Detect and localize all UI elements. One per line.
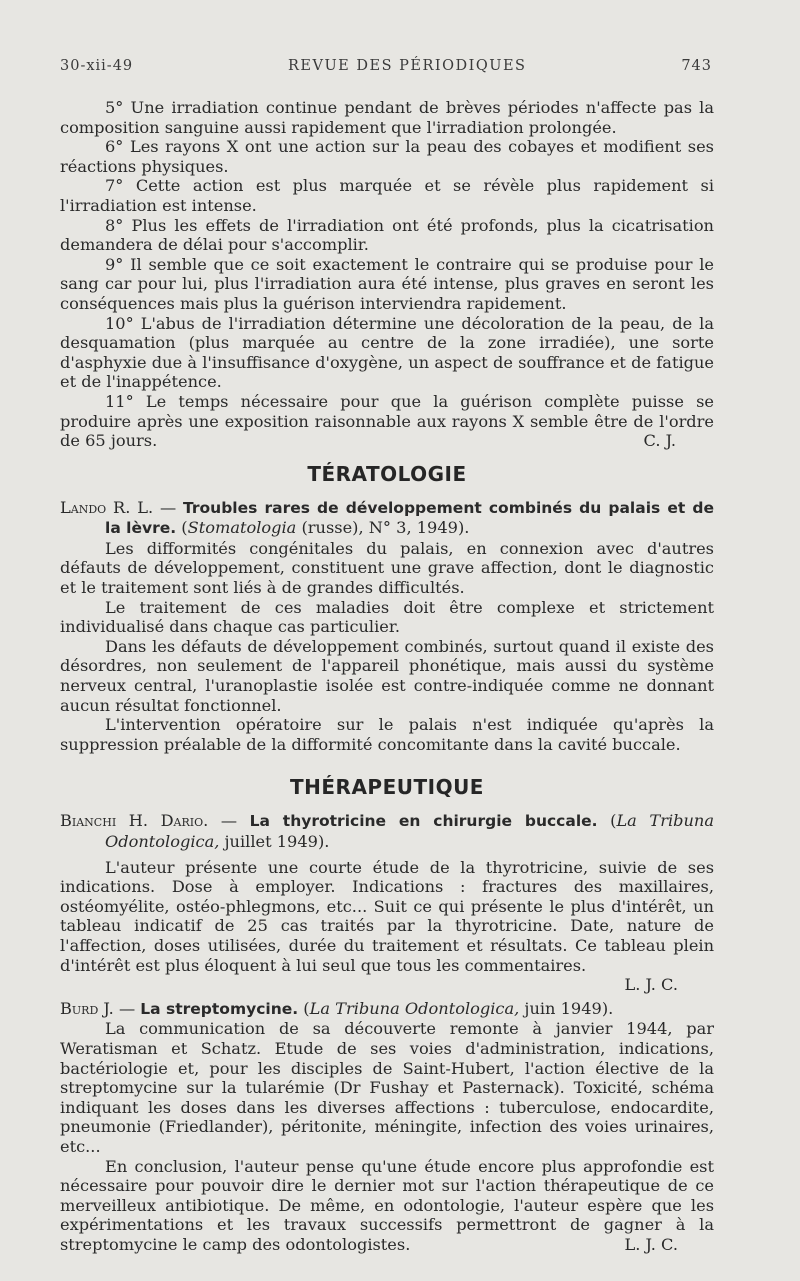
entry-source-open: ( bbox=[298, 998, 310, 1018]
paragraph: 5° Une irradiation continue pendant de brèves périodes n'affecte pas la composition sanguine aussi rapidement que l'irradiation prolongée. bbox=[60, 98, 714, 137]
entry-author: Lando R. L. bbox=[60, 497, 154, 517]
paragraph: L'auteur présente une courte étude de la thyrotricine, suivie de ses indications. Dose à employer. Indications : fractures des maxillaires, ostéomyélite, ostéo-phlegmons, etc... Suit ce qui présente le plus d'intérêt, un tableau indicatif de 25 cas traités par la thyrotricine. Date, nature de l'affection, doses utilisées, durée du traitement et résultats. Ce tableau plein d'intérêt est plus éloquent à lui seul que tous les commentaires. bbox=[60, 857, 714, 975]
entry-source: juin 1949). bbox=[519, 998, 614, 1018]
signature: C. J. bbox=[643, 431, 676, 451]
section-heading: THÉRAPEUTIQUE bbox=[290, 775, 484, 800]
header-title: REVUE DES PÉRIODIQUES bbox=[287, 58, 527, 74]
paragraph-with-signature bbox=[60, 1157, 714, 1255]
paragraph: Le traitement de ces maladies doit être complexe et strictement individualisé dans chaque cas particulier. bbox=[60, 597, 714, 637]
review-entry bbox=[60, 999, 714, 1020]
entry-author: Burd J. bbox=[60, 998, 114, 1018]
entry-source-open: ( bbox=[176, 518, 188, 538]
header-date: 30-xii-49 bbox=[60, 58, 134, 74]
paragraph-text: 11° Le temps nécessaire pour que la guérison complète puisse se produire après une exposition raisonnable aux rayons X semble être de l'ordre de 65 jours. bbox=[60, 391, 714, 451]
paragraph: 8° Plus les effets de l'irradiation ont été profonds, plus la cicatrisation demandera de délai pour s'accomplir. bbox=[60, 215, 714, 255]
entry-title: Troubles rares de développement combinés du palais et de la lèvre. bbox=[105, 498, 714, 538]
entry-title: La streptomycine. bbox=[140, 999, 299, 1018]
signature: L. J. C. bbox=[624, 1234, 678, 1254]
paragraph-with-signature bbox=[60, 392, 714, 451]
paragraph: L'intervention opératoire sur le palais n'est indiquée qu'après la suppression préalable de la difformité concomitante dans la cavité buccale. bbox=[60, 715, 714, 754]
running-header bbox=[60, 58, 714, 74]
entry-source: (russe), N° 3, 1949). bbox=[296, 518, 470, 538]
paragraph: La communication de sa découverte remonte à janvier 1944, par Weratisman et Schatz. Etude de ses voies d'administration, indications, bactériologie et, pour les disciples de Saint-Hubert, l'action élective de la streptomycine sur la tularémie (Dr Fushay et Pasternack). Toxicité, schéma indiquant les doses dans les diverses affections : tuberculose, endocardite, pneumonie (Friedlander), péritonite, méningite, infection des voies urinaires, etc... bbox=[60, 1019, 714, 1156]
paragraph: 6° Les rayons X ont une action sur la peau des cobayes et modifient ses réactions physiques. bbox=[60, 137, 714, 176]
section-heading: TÉRATOLOGIE bbox=[307, 461, 467, 486]
page-number: 743 bbox=[681, 58, 712, 74]
paragraph: 9° Il semble que ce soit exactement le contraire qui se produise pour le sang car pour lui, plus l'irradiation aura été intense, plus graves en seront les conséquences mais plus la guérison interviendra rapidement. bbox=[60, 254, 714, 313]
paragraph: Dans les défauts de développement combinés, surtout quand il existe des désordres, non seulement de l'appareil phonétique, mais aussi du système nerveux central, l'uranoplastie isolée est contre-indiquée comme ne donnant aucun résultat fonctionnel. bbox=[60, 636, 714, 715]
review-entry bbox=[60, 811, 714, 851]
signature: L. J. C. bbox=[624, 975, 678, 995]
paragraph: 7° Cette action est plus marquée et se révèle plus rapidement si l'irradiation est intense. bbox=[60, 176, 714, 215]
review-entry bbox=[60, 498, 714, 539]
entry-source: juillet 1949). bbox=[219, 832, 330, 851]
entry-dash: — bbox=[208, 811, 250, 831]
entry-source-open: ( bbox=[597, 811, 617, 831]
paragraph: 10° L'abus de l'irradiation détermine une décoloration de la peau, de la desquamation (plus marquée au centre de la zone irradiée), une sorte d'asphyxie due à l'insuffisance d'oxygène, un aspect de souffrance et de fatigue et de l'inappétence. bbox=[60, 313, 714, 392]
intro-block bbox=[60, 98, 714, 451]
spacer bbox=[60, 754, 714, 764]
paragraph-text: En conclusion, l'auteur pense qu'une étude encore plus approfondie est nécessaire pour pouvoir dire le dernier mot sur l'action thérapeutique de ce merveilleux antibiotique. De même, en odontologie, l'auteur espère que les expérimentations et les travaux successifs permettront de gagner à la streptomycine le camp des odontologistes. bbox=[60, 1156, 714, 1254]
entry-author: Bianchi H. Dario. bbox=[60, 811, 209, 831]
entry-dash: — bbox=[113, 998, 141, 1018]
entry-journal: La Tribuna Odontologica, bbox=[105, 811, 714, 851]
entry-dash: — bbox=[153, 497, 184, 517]
entry-journal: La Tribuna Odontologica, bbox=[309, 998, 520, 1018]
paragraph: Les difformités congénitales du palais, en connexion avec d'autres défauts de développement, constituent une grave affection, dont le diagnostic et le traitement sont liés à de grandes difficultés. bbox=[60, 538, 714, 598]
entry-journal: Stomatologia bbox=[187, 518, 297, 538]
entry-title: La thyrotricine en chirurgie buccale. bbox=[249, 812, 598, 831]
